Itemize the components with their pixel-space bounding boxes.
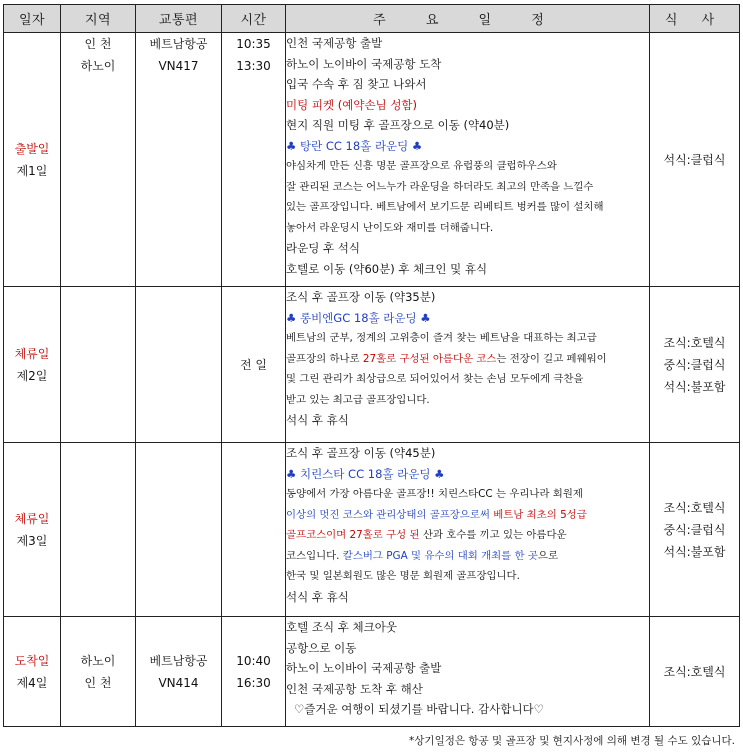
footnote: *상기일정은 항공 및 골프장 및 현지사정에 의해 변경 될 수도 있습니다. — [409, 735, 735, 747]
day-number: 제3일 — [16, 533, 48, 548]
region-cell-2 — [61, 287, 136, 443]
schedule-line: 골프장의 하나로 27홀로 구성된 아름다운 코스는 전장이 길고 페웨워이 — [286, 352, 607, 365]
closing-message: ♡즐거운 여행이 되셨기를 바랍니다. 감사합니다♡ — [294, 702, 544, 716]
day-label: 출발일 — [14, 141, 50, 156]
schedule-line: 하노이 노이바이 국제공항 도착 — [286, 56, 442, 71]
schedule-line: 받고 있는 최고급 골프장입니다. — [286, 393, 430, 406]
highlight-text: 골프코스이며 27홀로 구성 된 — [286, 529, 420, 541]
schedule-line: 이상의 멋진 코스와 관리상태의 골프장으로써 베트남 최초의 5성급 — [286, 508, 587, 521]
meal-cell-1 — [650, 33, 740, 287]
meal-item: 석식:불포함 — [663, 544, 726, 559]
highlight-text: 베트남 최초의 5성급 — [493, 508, 587, 521]
transport-cell-2 — [136, 287, 222, 443]
highlight-text: 칼스버그 PGA 및 유수의 대회 개최를 한 곳 — [342, 549, 538, 562]
schedule-line: 조식 후 골프장 이동 (약45분) — [286, 446, 436, 460]
header-region: 지역 — [61, 5, 136, 33]
day-row-1 — [4, 33, 740, 287]
meal-item: 중식:클럽식 — [663, 357, 726, 372]
header-time: 시간 — [222, 5, 286, 33]
schedule-line: 미팅 피켓 (예약손님 성함) — [286, 97, 418, 112]
flight-number: VN417 — [158, 59, 199, 73]
schedule-line: 잘 관리된 코스는 어느누가 라운딩을 하더라도 최고의 만족을 느낄수 — [286, 180, 594, 193]
schedule-line: 베트남의 군부, 정계의 고위층이 즐겨 찾는 베트남을 대표하는 최고급 — [286, 332, 597, 344]
schedule-line: 현지 직원 미팅 후 골프장으로 이동 (약40분) — [286, 118, 510, 132]
schedule-cell-1 — [286, 33, 650, 287]
day-label: 체류일 — [14, 511, 50, 526]
schedule-line: 코스입니다. 칼스버그 PGA 및 유수의 대회 개최를 한 곳으로 — [286, 549, 558, 562]
header-day: 일자 — [4, 5, 61, 33]
header-row — [4, 5, 740, 33]
schedule-line: 야심차게 만든 신흥 명문 골프장으로 유럽풍의 클럽하우스와 — [286, 160, 557, 172]
meal-item: 조식:호텔식 — [663, 335, 726, 350]
time-line: 16:30 — [236, 675, 271, 690]
day-number: 제1일 — [16, 163, 48, 178]
schedule-cell-3 — [286, 443, 650, 617]
schedule-line: 하노이 노이바이 국제공항 출발 — [286, 661, 442, 675]
day-label: 도착일 — [14, 653, 50, 668]
meal-cell-3 — [650, 443, 740, 617]
region-line: 인 천 — [84, 37, 112, 51]
schedule-line: 조식 후 골프장 이동 (약35분) — [286, 290, 436, 304]
day-row-3 — [4, 443, 740, 617]
golf-course-title: ♣ 치린스타 CC 18홀 라운딩 ♣ — [286, 466, 445, 481]
schedule-line: 입국 수속 후 짐 찾고 나와서 — [286, 77, 427, 91]
time-line: 10:40 — [236, 653, 271, 668]
highlight-text: 27홀로 구성된 아름다운 코스 — [362, 352, 497, 365]
schedule-line: 인천 국제공항 도착 후 해산 — [286, 681, 423, 696]
schedule-line: 놓아서 라운딩시 난이도와 재미를 더해줍니다. — [286, 221, 494, 234]
day-cell-3 — [4, 443, 61, 617]
schedule-line: 석식 후 휴식 — [286, 589, 349, 604]
time-cell-2 — [222, 287, 286, 443]
region-cell-1 — [61, 33, 136, 287]
day-label: 체류일 — [14, 346, 50, 361]
schedule-line: 라운딩 후 석식 — [286, 241, 360, 255]
golf-course-title: ♣ 탕란 CC 18홀 라운딩 ♣ — [286, 138, 423, 153]
transport-cell-3 — [136, 443, 222, 617]
region-line: 인 천 — [84, 675, 112, 690]
day-cell-1 — [4, 33, 61, 287]
schedule-line: 호텔 조식 후 체크아웃 — [286, 620, 397, 634]
time-cell-3 — [222, 443, 286, 617]
region-line: 하노이 — [80, 59, 116, 73]
time-all-day: 전 일 — [240, 357, 267, 372]
meal-item: 중식:클럽식 — [663, 522, 726, 537]
schedule-cell-4 — [286, 617, 650, 727]
transport-cell-4 — [136, 617, 222, 727]
meal-item: 석식:불포함 — [663, 379, 726, 394]
header-transport: 교통편 — [136, 5, 222, 33]
region-cell-3 — [61, 443, 136, 617]
time-cell-4 — [222, 617, 286, 727]
meal-item: 조식:호텔식 — [663, 500, 726, 515]
meal-item: 석식:클럽식 — [663, 152, 726, 167]
time-cell-1 — [222, 33, 286, 287]
schedule-line: 있는 골프장입니다. 베트남에서 보기드문 리베티트 벙커를 많이 설치해 — [286, 201, 604, 213]
region-cell-4 — [61, 617, 136, 727]
day-number: 제2일 — [16, 368, 48, 383]
schedule-line: 및 그린 관리가 최상급으로 되어있어서 찾는 손님 모두에게 극찬을 — [286, 373, 584, 385]
day-row-4 — [4, 617, 740, 727]
airline: 베트남항공 — [149, 653, 208, 668]
day-cell-4 — [4, 617, 61, 727]
itinerary-table — [3, 4, 740, 727]
schedule-line: 한국 및 일본회원도 많은 명문 회원제 골프장입니다. — [286, 570, 520, 582]
schedule-line: 호텔로 이동 (약60분) 후 체크인 및 휴식 — [286, 261, 488, 276]
schedule-line: 인천 국제공항 출발 — [286, 36, 383, 50]
schedule-line: 동양에서 가장 아름다운 골프장!! 치린스타CC 는 우리나라 회원제 — [286, 488, 583, 500]
golf-course-title: ♣ 롱비엔GC 18홀 라운딩 ♣ — [286, 310, 431, 325]
airline: 베트남항공 — [149, 37, 208, 51]
region-line: 하노이 — [80, 653, 116, 668]
day-number: 제4일 — [16, 675, 48, 690]
schedule-line: 석식 후 휴식 — [286, 413, 349, 427]
day-row-2 — [4, 287, 740, 443]
transport-cell-1 — [136, 33, 222, 287]
schedule-cell-2 — [286, 287, 650, 443]
flight-number: VN414 — [158, 675, 199, 690]
meal-cell-4 — [650, 617, 740, 727]
schedule-line: 공항으로 이동 — [286, 640, 357, 655]
day-cell-2 — [4, 287, 61, 443]
time-line: 10:35 — [236, 37, 271, 51]
time-line: 13:30 — [236, 59, 271, 73]
schedule-line: 골프코스이며 27홀로 구성 된 산과 호수를 끼고 있는 아름다운 — [286, 529, 567, 541]
meal-item: 조식:호텔식 — [663, 664, 726, 679]
header-schedule: 주 요 일 정 — [286, 5, 650, 33]
meal-cell-2 — [650, 287, 740, 443]
header-meal: 식 사 — [650, 5, 740, 33]
